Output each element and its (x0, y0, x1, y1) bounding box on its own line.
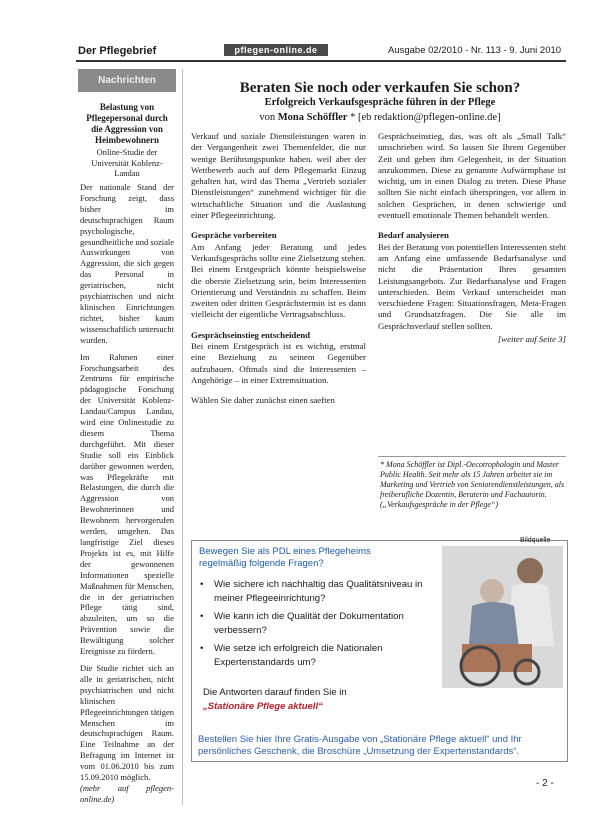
issue-info: Ausgabe 02/2010 - Nr. 113 - 9. Juni 2010 (388, 45, 562, 56)
ad-question-item (200, 610, 450, 638)
article-headline: Beraten Sie noch oder verkaufen Sie schon? (239, 80, 521, 96)
sidebar-subtitle: Online-Studie der Universität Koblenz-Landau (91, 147, 163, 178)
sidebar-paragraph: Die Studie richtet sich an alle in geriatrischen, nicht psychiatrischen und nicht klinischen Pflegeeinrichtungen tätigen Menschen im deutschsprachigen Raum. Eine Teilnahme an der Befragung im Internet ist vom 01.06.2010 bis zum 15.09.2010 möglich. (80, 662, 174, 783)
bio-rule (378, 456, 566, 457)
ad-question-title: Bewegen Sie als PDL eines Pflegeheims regelmäßig folgende Fragen? (199, 546, 371, 569)
bullet-icon: • (200, 643, 204, 654)
nurse-with-patient-photo (442, 546, 563, 688)
article-column-1 (191, 131, 366, 416)
header-rule (76, 60, 566, 62)
photo-credit: Bildquelle (520, 537, 551, 544)
sidebar-paragraph: Der nationale Stand der Forschung zeigt, dass bisher im deutschsprachigen Raum psychologische, gesundheitliche und soziale Auswirkungen von Aggression, die sich gegen das Personal in geriatrischen, nicht psychiatrischen und nicht klinischen Einrichtungen richtet, bisher kaum wissenschaftlich untersucht wurden. (80, 182, 174, 345)
article-paragraph: Gesprächseinstieg, das, was oft als „Small Talk“ umschrieben wird. So lassen Sie Ihrem Gegenüber Zeit und geben ihm Gelegenheit, in der Situation anzukommen. Diese zu genannte Aufwärmphase ist wichtig, um in einen Dialog zu treten. Diese Phase sollten Sie nicht einfach überspringen, vor allem in solchen Gesprächen, in denen schwierige und eventuell emotionale Themen behandelt werden. (378, 131, 566, 221)
magazine-name: „Stationäre Pflege aktuell“ (203, 701, 323, 712)
byline-prefix: von (259, 112, 276, 123)
sidebar-paragraph: Im Rahmen einer Forschungsarbeit des Zentrums für empirische pädagogische Forschung der Universität Koblenz-Landau/Campus Landau, wird eine Onlinestudie zu diesem Thema durchgeführt. Mit dieser Studie soll ein Einblick darüber gewonnen werden, was Pflegekräfte mit Belastungen, die durch die Aggression von Bewohnerinnen und Bewohnern hervorgerufen werden, umgehen. Das langfristige Ziel dieses Projekts ist es, mit Hilfe der gewonnenen Informationen spezielle Maßnahmen für Menschen, die in der geriatrischen Pflege tätig sind, abzuleiten, um so die Prävention sowie die Bewältigung solcher Ereignisse zu fördern. (80, 351, 174, 657)
article-paragraph: Am Anfang jeder Beratung und jedes Verkaufsgesprächs sollte eine Zielsetzung stehen. Bei einem Erstgespräch könnte beispielsweise die oberste Zielsetzung sein, beim Interessenten Orientierung und Verständnis zu schaffen. Beim zweiten oder dritten Gesprächstermin ist es dann vielleicht der eigentliche Vertragsabschluss. (191, 241, 366, 320)
section-heading: Gespräche vorbereiten (191, 230, 277, 241)
newsletter-title: Der Pflegebrief (78, 45, 157, 57)
sidebar-title: Belastung von Pflegepersonal durch die Aggression von Heimbewohnern (86, 102, 168, 145)
ad-question-text: Wie sichere ich nachhaltig das Qualitätsniveau in meiner Pflegeeinrichtung? (214, 579, 423, 604)
bullet-icon: • (200, 611, 204, 622)
ad-question-item (200, 578, 450, 606)
ad-question-item (200, 642, 450, 670)
ad-answer (203, 686, 443, 714)
article-paragraph: Wählen Sie daher zunächst einen saeften (191, 395, 335, 406)
author-email[interactable]: * [eb redaktion@pflegen-online.de] (350, 112, 501, 123)
site-logo: pflegen-online.de (224, 44, 328, 56)
article-column-2 (378, 131, 566, 345)
ad-question-text: Wie setze ich erfolgreich die Nationalen Expertenstandards um? (214, 643, 383, 668)
section-heading: Gesprächseinstieg entscheidend (191, 329, 311, 340)
photo-illustration (442, 546, 563, 688)
section-heading: Bedarf analysieren (378, 230, 449, 241)
sidebar-body (80, 182, 174, 805)
continue-link[interactable]: [weiter auf Seite 3] (497, 334, 566, 345)
column-separator (182, 69, 183, 805)
ad-question-list (200, 578, 450, 674)
sidebar-more-link[interactable]: (mehr auf pflegen-online.de) (80, 782, 174, 804)
article-paragraph: Bei einem Erstgespräch ist es wichtig, erstmal eine Beziehung zu seinem Gegenüber aufzubauen. Oftmals sind die Interessenten – Angehörige – in einer Extremsituation. (191, 341, 366, 385)
author-bio: * Mona Schöffler ist Dipl.-Oecotrophologin und Master Public Health. Seit mehr als 15 Jahren arbeitet sie im Marketing und Vertrieb von Seniorendienstleistungen, als freiberufliche Dozentin, Beraterin und Fachautorin. („Verkaufsgespräche in der Pflege“) (380, 460, 565, 509)
news-section-label: Nachrichten (78, 69, 176, 92)
ad-answer-text: Die Antworten darauf finden Sie in (203, 687, 347, 698)
author-name: Mona Schöffler (277, 112, 348, 123)
bullet-icon: • (200, 579, 204, 590)
ad-question-text: Wie kann ich die Qualität der Dokumentation verbessern? (214, 611, 404, 636)
page-number: - 2 - (536, 778, 554, 789)
article-paragraph: Verkauf und soziale Dienstleistungen waren in der Vergangenheit zwei Themenfelder, die nur wenige Berührungspunkte haben. weil aber der Wettbewerb auch auf dem Pflegemarkt Einzug gehalten hat, wird das Thema „Vertrieb sozialer Dienstleistungen“ zunehmend wichtiger für die wirtschaftliche Situation und die Auslastung einer Pflegeeinrichtung. (191, 131, 366, 221)
article-paragraph: Bei der Beratung von potentiellen Interessenten steht am Anfang eine umfassende Bedarfsanalyse und nicht die Präsentation Ihres gesamten Leistungsangebots. Zur Bedarfsanalyse und Fragen unterschieden. Beim Verkauf unterscheidet man verschiedene Fragen: Situationsfragen, Meta-Fragen und Grundsatzfragen. Die Sie alle im Gesprächsverlauf stellen sollten. (378, 241, 566, 331)
article-byline (195, 112, 565, 123)
order-link[interactable]: Bestellen Sie hier Ihre Gratis-Ausgabe von „Stationäre Pflege aktuell“ und Ihr persönliches Geschenk, die Broschüre „Umsetzung der Expertenstandards“. (198, 734, 522, 757)
article-subheadline: Erfolgreich Verkaufsgespräche führen in der Pflege (264, 97, 496, 108)
